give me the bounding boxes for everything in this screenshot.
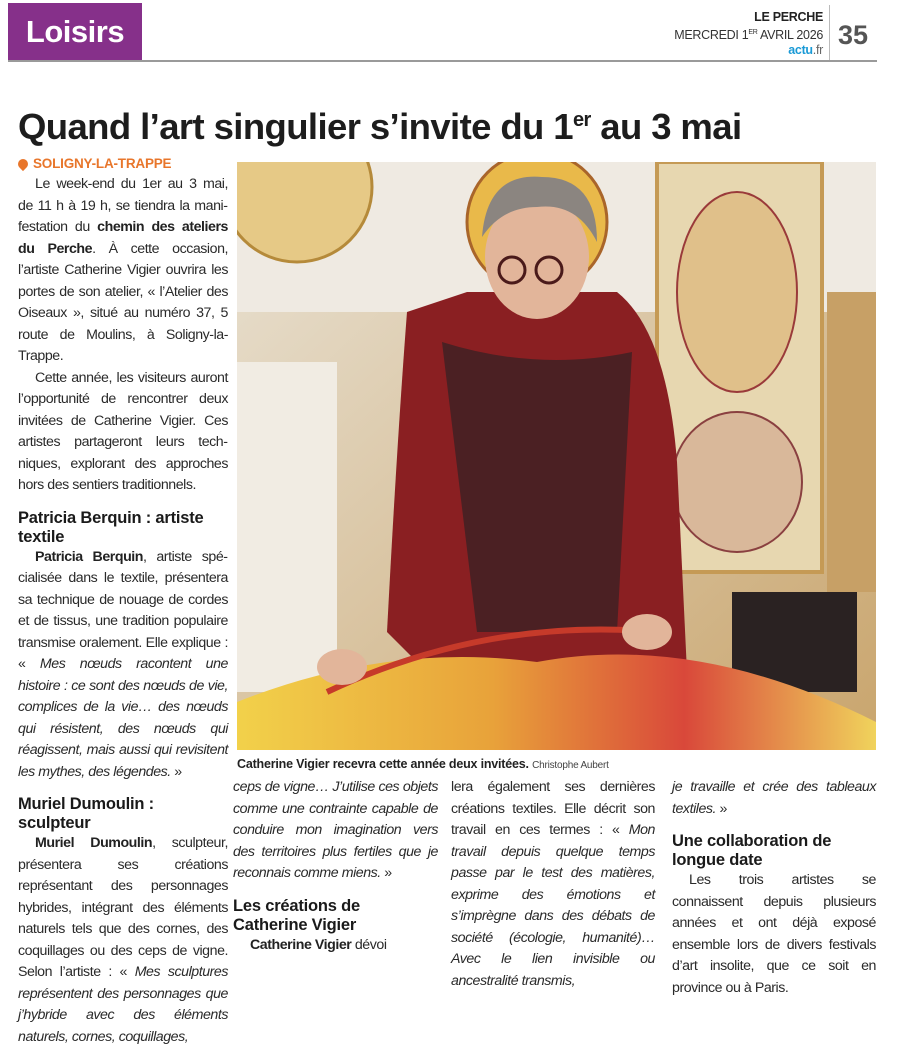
paragraph bbox=[233, 935, 438, 957]
paragraph bbox=[18, 174, 228, 368]
text: dévoi bbox=[351, 936, 387, 953]
bold-text: Patricia Berquin bbox=[35, 548, 143, 565]
page-number: 35 bbox=[838, 20, 869, 50]
article-column-1 bbox=[18, 174, 228, 1048]
paragraph bbox=[451, 777, 655, 992]
bold-text: Muriel Dumoulin bbox=[35, 835, 153, 851]
text: , artiste spécialisée dans le textile, présentera sa technique de nouage de cordes et de tissus, une tradition populaire transmise oralement. Elle explique : « bbox=[18, 548, 228, 672]
section-heading bbox=[672, 832, 876, 870]
text: Les trois artistes se connaissent depuis plusieurs années et ont déjà exposé ensemble lors de divers festivals d’art insolite, que ce soit en province ou à Paris. bbox=[672, 872, 876, 996]
paper-name: LE PERCHE bbox=[754, 10, 823, 24]
quote-text: Mes sculptures représentent des personnages que j’hybride avec des éléments naturels, cornes, coquillages, bbox=[18, 964, 229, 1045]
text: Muriel Dumoulin : sculpteur bbox=[18, 795, 154, 832]
paragraph bbox=[233, 777, 438, 885]
paragraph bbox=[672, 870, 876, 999]
quote-text: Mes nœuds racontent une histoire : ce sont des nœuds de vie, complices de la vie… des nœuds qui résistent, des nœuds qui réagissent, mais aussi qui revisitent les mythes, des légendes. bbox=[18, 656, 228, 780]
issue-date: MERCREDI 1ER AVRIL 2026 bbox=[674, 28, 823, 43]
header-divider bbox=[829, 5, 830, 60]
paragraph bbox=[672, 777, 876, 820]
paragraph bbox=[18, 833, 228, 1048]
header-rule bbox=[8, 60, 877, 62]
issue-meta bbox=[674, 10, 823, 58]
section-heading bbox=[18, 509, 228, 547]
quote-text: ceps de vigne… J’utilise ces objets comme une contrainte capable de conduire mon imagination vers des territoires plus fertiles que je reconnais comme miens. bbox=[233, 779, 438, 881]
text: , sculpteur, présentera ses créations représentant des personnages hybrides, intégrant des éléments naturels tels que des cornes, des coquillages ou des ceps de vigne. Selon l’artiste : « bbox=[18, 835, 228, 980]
location-tag: SOLIGNY-LA-TRAPPE bbox=[18, 156, 171, 171]
bold-text: Catherine Vigier bbox=[250, 936, 352, 953]
article-column-3 bbox=[451, 777, 655, 992]
text: » bbox=[170, 763, 182, 780]
section-rubric: Loisirs bbox=[8, 3, 142, 60]
text: Cette année, les visiteurs auront l’opportunité de rencontrer deux invitées de Catherine Vigier. Ces artistes partageront leurs techniques, explorant des approches hors des sentiers traditionnels. bbox=[18, 369, 228, 493]
text: lera également ses dernières créations textiles. Elle décrit son travail en ces termes : « bbox=[451, 779, 655, 838]
paragraph bbox=[18, 547, 228, 784]
section-heading bbox=[18, 795, 228, 833]
text: Patricia Berquin : artiste textile bbox=[18, 508, 204, 546]
text: Les créations de Catherine Vigier bbox=[233, 896, 361, 934]
quote-text: je travaille et crée des tableaux textiles. bbox=[672, 779, 876, 817]
article-title: Quand l’art singulier s’invite du 1er au 3 mai bbox=[18, 106, 742, 147]
text: Une collaboration de longue date bbox=[672, 832, 832, 869]
section-heading bbox=[233, 897, 438, 935]
photo-artist-with-textile bbox=[237, 162, 876, 750]
bold-text: chemin des ateliers du Perche bbox=[18, 219, 228, 257]
site-link[interactable]: actu.fr bbox=[788, 43, 823, 58]
photo-caption: Catherine Vigier recevra cette année deux invitées. Christophe Aubert bbox=[237, 757, 609, 771]
article-column-4 bbox=[672, 777, 876, 999]
location-pin-icon bbox=[16, 156, 30, 170]
photo-credit: Christophe Aubert bbox=[532, 760, 609, 771]
text: Le week-end du 1er au 3 mai, de 11 h à 19 h, se tiendra la manifestation du bbox=[18, 176, 228, 235]
paragraph bbox=[18, 368, 228, 497]
text: » bbox=[380, 865, 392, 881]
article-photo bbox=[237, 162, 876, 750]
text: . À cette occasion, l’artiste Catherine Vigier ouvrira les portes de son atelier, « l’Atelier des Oiseaux », situé au numéro 37, 5 route de Moulins, à Soligny-la-Trappe. bbox=[18, 240, 229, 364]
quote-text: Mon travail depuis quelque temps passe par le test des matières, exprime des émotions et s’imprègne dans des débats de société (écologie, humanité)… Avec le lien invisible ou ancestralité transmis, bbox=[451, 822, 655, 989]
article-column-2 bbox=[233, 777, 438, 956]
text: » bbox=[716, 800, 727, 817]
